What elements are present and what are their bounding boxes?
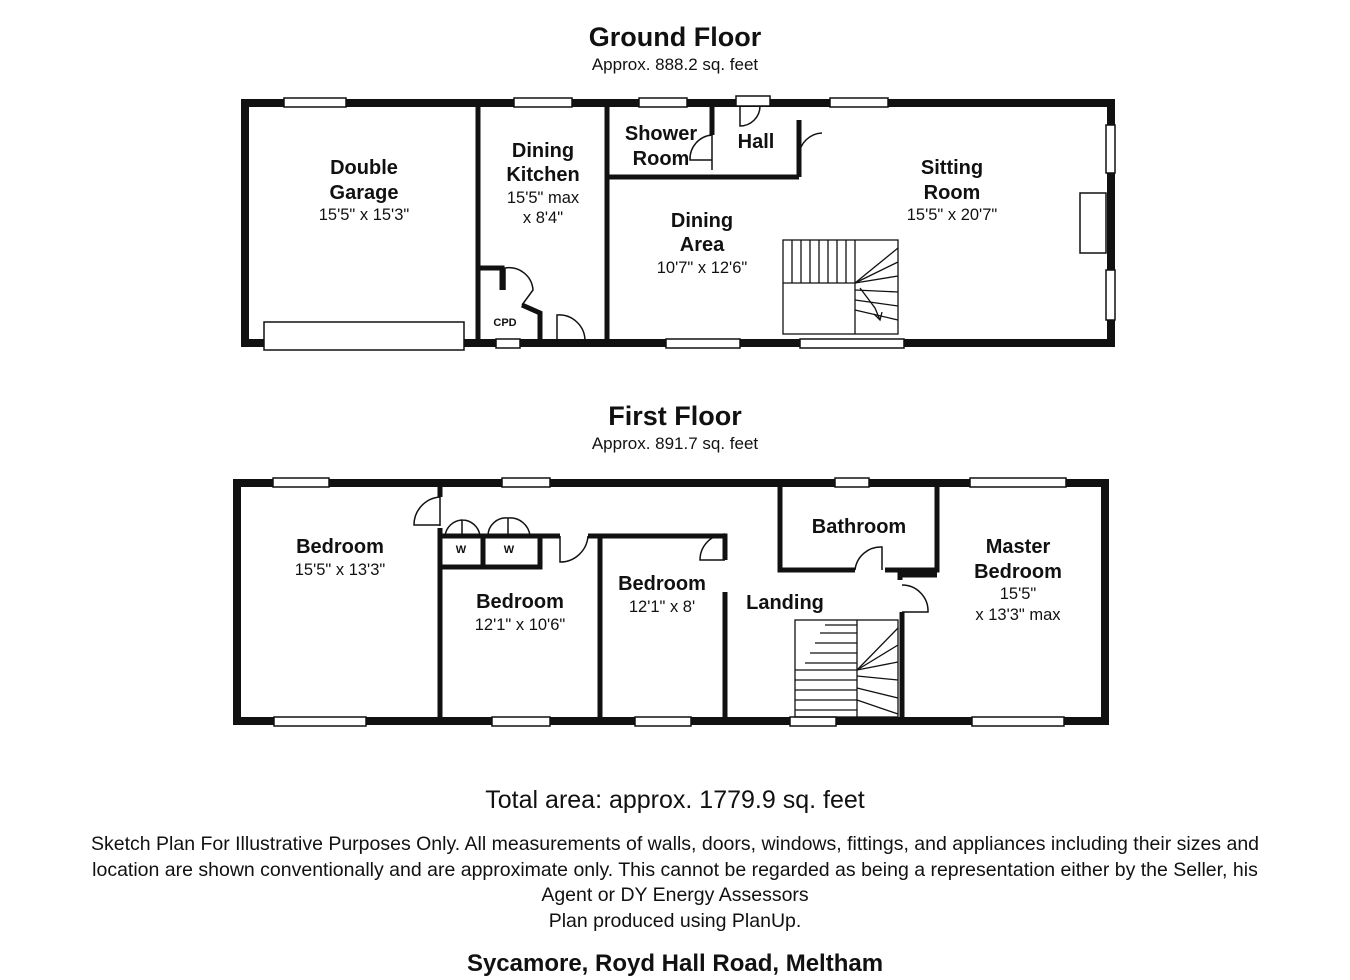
bedroom-1-size: 15'5" x 13'3" (294, 561, 386, 579)
shower-room-name-line1: Shower (624, 123, 698, 145)
disclaimer (0, 832, 1350, 934)
double-garage-size: 15'5" x 15'3" (318, 206, 410, 224)
sitting-room-size: 15'5" x 20'7" (906, 206, 998, 224)
landing-name: Landing (746, 592, 824, 614)
dining-kitchen-size-line2: x 8'4" (522, 209, 564, 227)
dining-kitchen-size-line1: 15'5" max (506, 189, 580, 207)
ground-floor-area: Approx. 888.2 sq. feet (591, 55, 759, 74)
first-floor-plan (237, 478, 1105, 726)
dining-area-name-line1: Dining (670, 210, 734, 232)
ground-floor-staircase (783, 240, 898, 334)
bedroom-2-name: Bedroom (476, 591, 564, 613)
wardrobe-1-label: W (455, 544, 467, 556)
disclaimer-line-3: Agent or DY Energy Assessors (541, 884, 809, 906)
garage-door (264, 322, 464, 350)
double-garage-name-line1: Double (330, 157, 398, 179)
sitting-room-name-line1: Sitting (920, 157, 984, 179)
bedroom-2-size: 12'1" x 10'6" (474, 616, 566, 634)
fireplace (1080, 193, 1106, 253)
hall-name: Hall (737, 131, 775, 153)
total-area: Total area: approx. 1779.9 sq. feet (485, 786, 865, 814)
first-floor-staircase (795, 620, 898, 717)
master-bedroom-size-line2: x 13'3" max (975, 606, 1061, 624)
bedroom-3-size: 12'1" x 8' (628, 598, 696, 616)
ground-floor-plan (245, 96, 1115, 350)
shower-room-name-line2: Room (632, 148, 690, 170)
hall-entrance-door (736, 96, 770, 106)
disclaimer-line-2: location are shown conventionally and are approximate only. This cannot be regarded as being a representation either by the Seller, his (92, 858, 1258, 881)
bedroom-3-name: Bedroom (618, 573, 706, 595)
first-floor-area: Approx. 891.7 sq. feet (591, 434, 759, 453)
property-address: Sycamore, Royd Hall Road, Meltham (466, 950, 884, 977)
first-floor-title: First Floor (608, 401, 742, 431)
ground-floor-title: Ground Floor (588, 22, 762, 52)
dining-area-name-line2: Area (679, 234, 725, 256)
disclaimer-line-4: Plan produced using PlanUp. (548, 909, 802, 932)
bedroom-1-name: Bedroom (296, 536, 384, 558)
bathroom-name: Bathroom (811, 516, 907, 538)
double-garage-name-line2: Garage (329, 182, 399, 204)
master-bedroom-size-line1: 15'5" (999, 585, 1037, 603)
master-bedroom-name-line2: Bedroom (974, 561, 1062, 583)
dining-kitchen-name-line1: Dining (511, 140, 575, 162)
cupboard-label: CPD (493, 317, 517, 329)
sitting-room-name-line2: Room (923, 182, 981, 204)
dining-kitchen-name-line2: Kitchen (506, 164, 580, 186)
disclaimer-line-1: Sketch Plan For Illustrative Purposes Only. All measurements of walls, doors, windows, fittings, and appliances including their sizes and (90, 833, 1260, 855)
master-bedroom-name-line1: Master (985, 536, 1051, 558)
wardrobe-2-label: W (503, 544, 515, 556)
dining-area-size: 10'7" x 12'6" (656, 259, 748, 277)
